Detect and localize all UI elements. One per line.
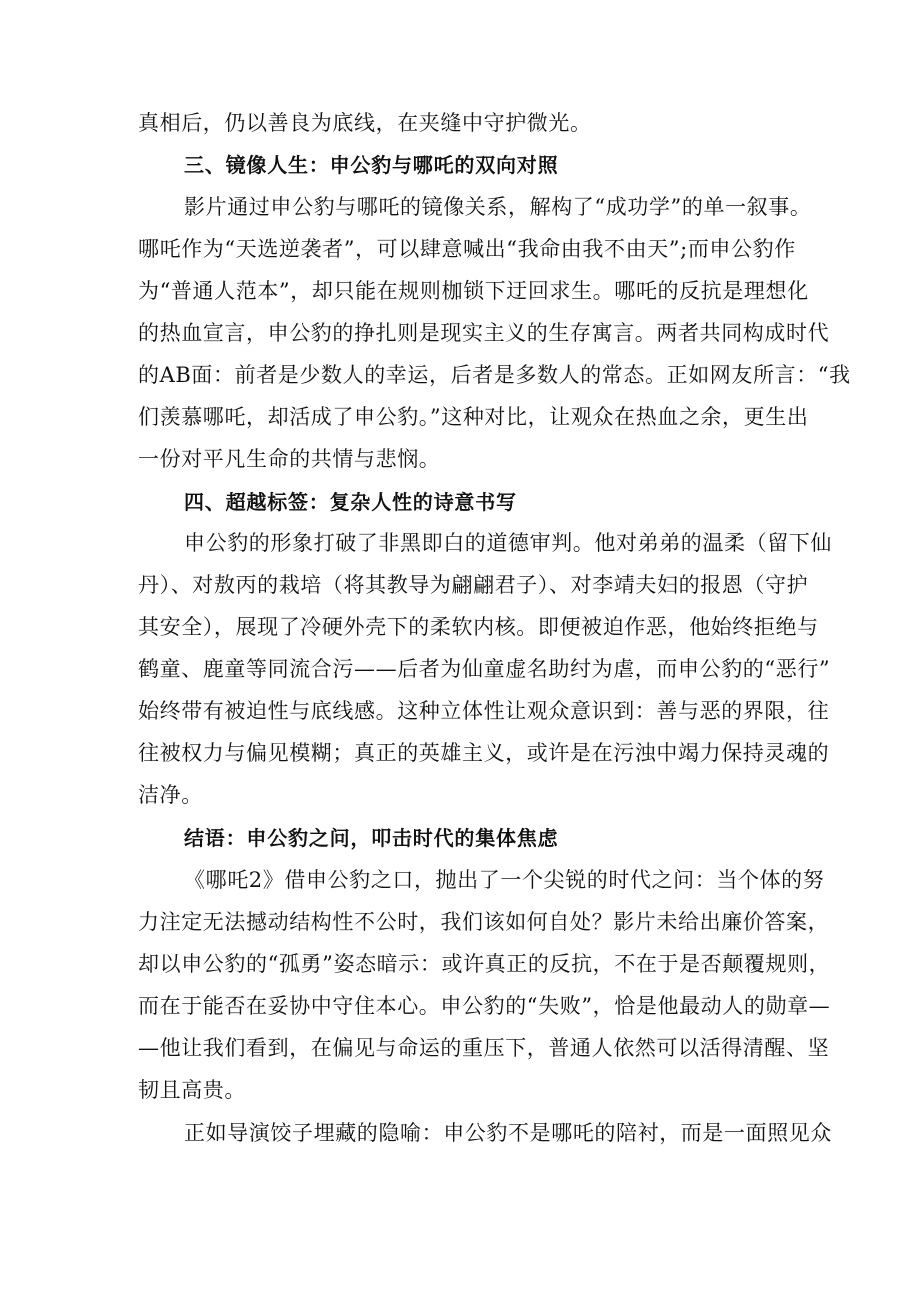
paragraph-line: 鹤童、鹿童等同流合污——后者为仙童虚名助纣为虐，而申公豹的“恶行” [138,657,831,681]
paragraph-line: 为“普通人范本”，却只能在规则枷锁下迂回求生。哪吒的反抗是理想化 [138,279,809,303]
paragraph-line: 力注定无法撼动结构性不公时，我们该如何自处？影片未给出廉价答案， [138,910,830,934]
paragraph-line: 的AB面：前者是少数人的幸运，后者是多数人的常态。正如网友所言：“我 [138,363,851,387]
paragraph-line: 韧且高贵。 [138,1078,246,1102]
paragraph-line: 《哪吒2》借申公豹之口，抛出了一个尖锐的时代之问：当个体的努 [184,868,825,892]
paragraph-line: 影片通过申公豹与哪吒的镜像关系，解构了“成功学”的单一叙事。 [184,195,812,219]
paragraph-line: 往被权力与偏见模糊；真正的英雄主义，或许是在污浊中竭力保持灵魂的 [138,741,830,765]
paragraph-line: 申公豹的形象打破了非黑即白的道德审判。他对弟弟的温柔（留下仙 [184,531,832,555]
paragraph-line: 却以申公豹的“孤勇”姿态暗示：或许真正的反抗，不在于是否颠覆规则， [138,952,831,976]
paragraph-line: 而在于能否在妥协中守住本心。申公豹的“失败”，恰是他最动人的勋章— [138,994,831,1018]
paragraph-line: 哪吒作为“天选逆袭者”，可以肆意喊出“我命由我不由天”;而申公豹作 [138,237,796,261]
paragraph-line: 真相后，仍以善良为底线，在夹缝中守护微光。 [138,111,592,135]
section-heading: 结语：申公豹之问，叩击时代的集体焦虑 [184,826,559,850]
paragraph-line: 正如导演饺子埋藏的隐喻：申公豹不是哪吒的陪衬，而是一面照见众 [184,1121,832,1145]
paragraph-line: 的热血宣言，申公豹的挣扎则是现实主义的生存寓言。两者共同构成时代 [138,321,830,345]
paragraph-line: 洁净。 [138,783,203,807]
paragraph-line: —他让我们看到，在偏见与命运的重压下，普通人依然可以活得清醒、坚 [138,1036,830,1060]
paragraph-line: 们羡慕哪吒，却活成了申公豹。”这种对比，让观众在热血之余，更生出 [138,405,809,429]
section-heading: 三、镜像人生：申公豹与哪吒的双向对照 [184,153,559,177]
section-heading: 四、超越标签：复杂人性的诗意书写 [184,490,517,514]
paragraph-line: 始终带有被迫性与底线感。这种立体性让观众意识到：善与恶的界限，往 [138,699,830,723]
paragraph-line: 丹）、对敖丙的栽培（将其教导为翩翩君子）、对李靖夫妇的报恩（守护 [138,573,809,597]
paragraph-line: 其安全），展现了冷硬外壳下的柔软内核。即便被迫作恶，他始终拒绝与 [138,615,819,639]
paragraph-line: 一份对平凡生命的共情与悲悯。 [138,447,441,471]
